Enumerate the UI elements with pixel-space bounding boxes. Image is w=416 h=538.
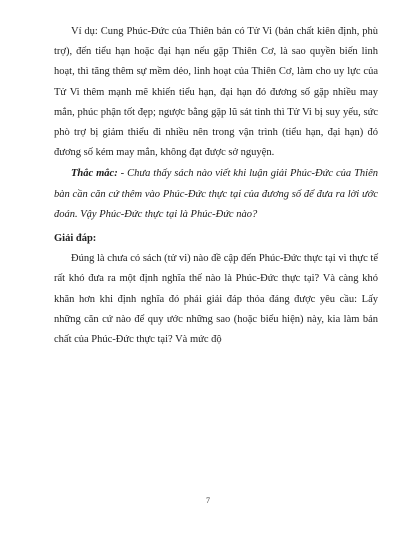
page-number: 7 xyxy=(206,496,210,505)
example-paragraph: Ví dụ: Cung Phúc-Đức của Thiên bản có Tử Vi (bản chất kiên định, phù trợ), đến tiểu hạn hoặc đại hạn nếu gặp Thiên Cơ, là sao quyền biến linh hoạt, thì tăng thêm sự mềm dẻo, linh hoạt của Thiên Cơ, làm cho uy lực của Tử Vi thêm mạnh mẽ khiến tiểu hạn, đại hạn đó đương số gặp nhiều may mắn, phúc phận tốt đẹp; ngược bằng gặp lũ sát tinh thì Tử Vi bị suy yếu, sức phò trợ bị giảm thiểu đi nhiều nên trong vận trình (tiểu hạn, đại hạn) đó đương số kém may mắn, không đạt được sở nguyện. xyxy=(54,26,378,159)
answer-paragraph: Đúng là chưa có sách (tử vi) nào đề cập đến Phúc-Đức thực tại vì thực tế rất khó đưa ra một định nghĩa thế nào là Phúc-Đức thực tại? Và càng khó khăn hơn khi định nghĩa đó phải giải đáp thỏa đáng được yêu cầu: Lấy những căn cứ nào để quy ước những sao (hoặc biểu hiện) này, kia làm bản chất của Phúc-Đức thực tại? Và mức độ xyxy=(54,253,378,346)
question-label: Thắc mắc: xyxy=(71,168,118,180)
answer-label: Giải đáp: xyxy=(54,233,97,245)
question-paragraph xyxy=(54,164,378,225)
page-body xyxy=(54,22,378,350)
question-text: - Chưa thấy sách nào viết khi luận giải Phúc-Đức của Thiên bàn cần căn cứ thêm vào Phúc-Đức thực tại của đương số để đưa ra lời ước đoán. Vậy Phúc-Đức thực tại là Phúc-Đức nào? xyxy=(54,168,379,220)
